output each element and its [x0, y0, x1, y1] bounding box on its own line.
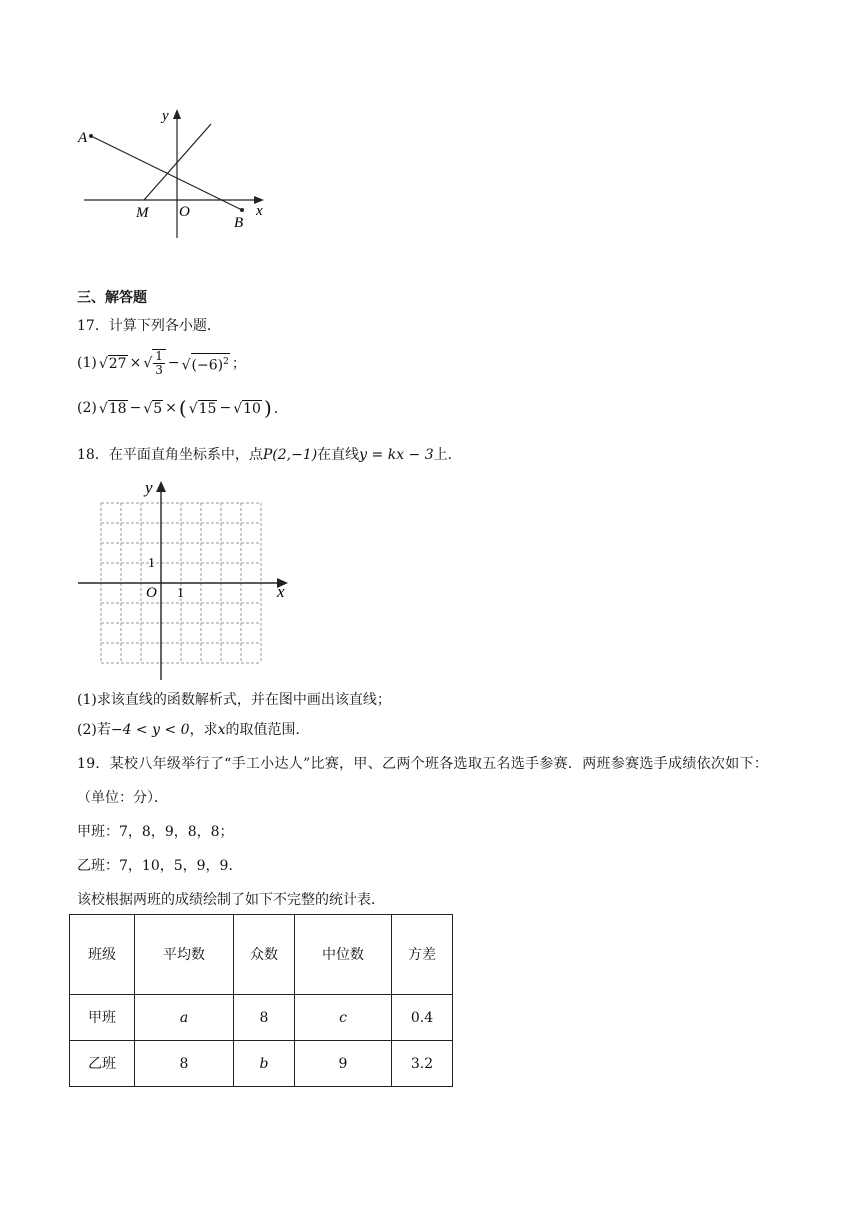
cell-b-variance: 3.2: [392, 1041, 453, 1087]
header-median: 中位数: [295, 915, 392, 995]
cell-b-mode: b: [234, 1041, 295, 1087]
grid-x-label: x: [277, 582, 285, 601]
q19-table-intro: 该校根据两班的成绩绘制了如下不完整的统计表．: [77, 892, 385, 908]
q19-stem-line1: 19．某校八年级举行了“手工小达人”比赛，甲、乙两个班各选取五名选手参赛．两班参赛选手成绩依次如下：: [77, 756, 769, 772]
sqrt-5: √5: [143, 400, 163, 417]
line-ab: [91, 136, 242, 210]
q18-part1: (1)求该直线的函数解析式，并在图中画出该直线；: [77, 692, 391, 708]
sqrt-18: √18: [98, 400, 127, 417]
cell-class-a: 甲班: [70, 995, 135, 1041]
section-title: 三、解答题: [77, 290, 147, 306]
point-a-dot: [89, 134, 93, 138]
grid-y-axis-arrow: [156, 481, 166, 492]
q18-stem: 18．在平面直角坐标系中，点P(2,−1)在直线y = kx − 3上．: [77, 447, 462, 463]
cell-class-b: 乙班: [70, 1041, 135, 1087]
q18-equation: y = kx − 3: [359, 447, 434, 463]
q19-class-b-scores: 乙班：7，10，5，9，9．: [77, 858, 243, 874]
cell-a-variance: 0.4: [392, 995, 453, 1041]
q18-inequality: −4 < y < 0: [110, 722, 190, 738]
point-m-label: M: [136, 205, 149, 221]
cell-a-mean: a: [135, 995, 234, 1041]
sqrt-neg6-squared: $√(-6)^2$: [182, 353, 230, 374]
coordinate-grid: [74, 476, 294, 682]
point-a-label: A: [78, 130, 88, 146]
sqrt-27: √27: [98, 355, 127, 372]
q17-part2: (2) √18 − √5 × ( √15 − √10 ) ．: [77, 396, 288, 420]
grid-origin-label: O: [146, 585, 157, 601]
figure-lines-axes: [70, 100, 280, 240]
y-axis-label: y: [162, 108, 169, 124]
table-row: [70, 1041, 453, 1087]
statistics-table: [69, 914, 453, 1087]
grid-tick-y: 1: [148, 556, 155, 571]
sqrt-10: √10: [233, 400, 261, 417]
x-axis-label: x: [256, 203, 263, 219]
q17-part2-end: ．: [273, 401, 288, 417]
origin-label: O: [179, 204, 190, 220]
table-row: [70, 995, 453, 1041]
q19-class-a-scores: 甲班：7，8，9，8，8；: [77, 824, 234, 840]
y-axis-arrow: [173, 109, 181, 119]
q18-part2: (2)若−4 < y < 0，求x的取值范围．: [77, 722, 310, 738]
q18-point: P(2,−1): [262, 447, 318, 463]
q17-stem: 17．计算下列各小题．: [77, 318, 221, 334]
grid-y-label: y: [145, 478, 153, 497]
cell-b-mean: 8: [135, 1041, 234, 1087]
point-b-dot: [240, 208, 244, 212]
table-header-row: [70, 915, 453, 995]
header-mean: 平均数: [135, 915, 234, 995]
times-sign: ×: [129, 355, 142, 371]
cell-a-median: c: [295, 995, 392, 1041]
q17-part1-label: (1): [77, 355, 97, 371]
q17-part1-end: ；: [231, 356, 246, 372]
sqrt-15: √15: [188, 400, 217, 417]
minus-sign: −: [167, 355, 180, 371]
header-variance: 方差: [392, 915, 453, 995]
sqrt-one-third: √ $\frac{1}{3}$: [143, 349, 166, 377]
header-mode: 众数: [234, 915, 295, 995]
point-b-label: B: [234, 215, 244, 231]
q19-stem-line2: （单位：分）．: [77, 790, 168, 806]
q17-part2-label: (2): [77, 400, 97, 416]
cell-b-median: 9: [295, 1041, 392, 1087]
q17-part1: [77, 343, 246, 383]
grid-tick-x: 1: [177, 586, 184, 601]
header-class: 班级: [70, 915, 135, 995]
cell-a-mode: 8: [234, 995, 295, 1041]
